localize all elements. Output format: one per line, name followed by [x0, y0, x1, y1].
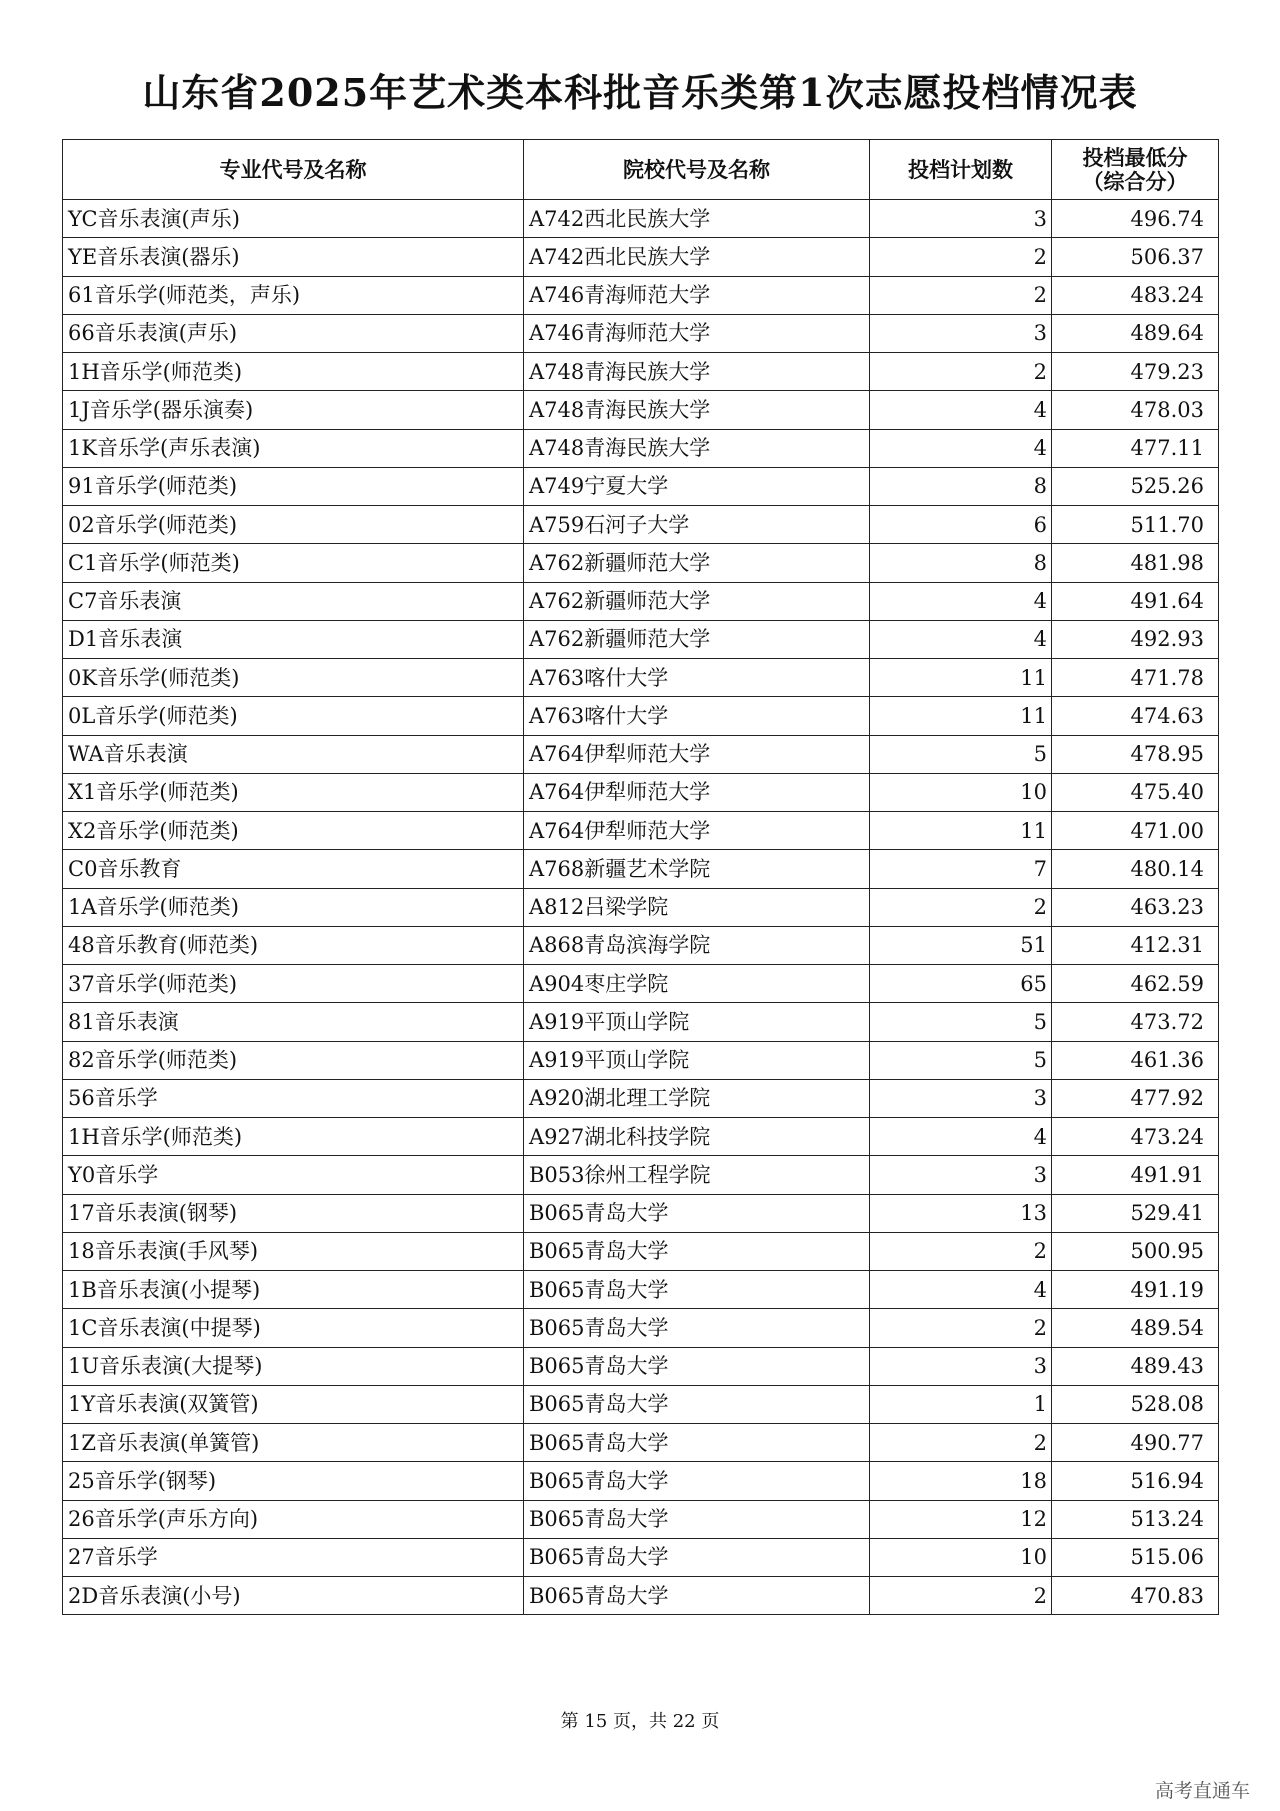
- cell-min-score: 489.64: [1052, 314, 1219, 352]
- cell-major: 61音乐学(师范类，声乐): [63, 276, 524, 314]
- cell-min-score: 481.98: [1052, 544, 1219, 582]
- table-row: [63, 773, 1219, 811]
- cell-major: 1Z音乐表演(单簧管): [63, 1424, 524, 1462]
- table-body: [63, 200, 1219, 1615]
- cell-plan: 2: [870, 1309, 1052, 1347]
- cell-plan: 2: [870, 1424, 1052, 1462]
- cell-plan: 11: [870, 697, 1052, 735]
- table-row: [63, 965, 1219, 1003]
- cell-school: A763喀什大学: [524, 697, 870, 735]
- cell-min-score: 491.91: [1052, 1156, 1219, 1194]
- header-row: [63, 140, 1219, 200]
- cell-min-score: 489.54: [1052, 1309, 1219, 1347]
- cell-min-score: 477.11: [1052, 429, 1219, 467]
- cell-major: 1Y音乐表演(双簧管): [63, 1385, 524, 1423]
- cell-school: A927湖北科技学院: [524, 1118, 870, 1156]
- cell-major: YC音乐表演(声乐): [63, 200, 524, 238]
- cell-min-score: 500.95: [1052, 1232, 1219, 1270]
- table-row: [63, 314, 1219, 352]
- cell-major: C7音乐表演: [63, 582, 524, 620]
- cell-plan: 4: [870, 1118, 1052, 1156]
- cell-school: B065青岛大学: [524, 1500, 870, 1538]
- cell-school: A764伊犁师范大学: [524, 773, 870, 811]
- table-row: [63, 620, 1219, 658]
- cell-major: 27音乐学: [63, 1538, 524, 1576]
- table-row: [63, 1577, 1219, 1615]
- cell-school: B065青岛大学: [524, 1577, 870, 1615]
- cell-min-score: 478.03: [1052, 391, 1219, 429]
- table-row: [63, 1309, 1219, 1347]
- cell-min-score: 491.64: [1052, 582, 1219, 620]
- cell-school: B065青岛大学: [524, 1347, 870, 1385]
- cell-major: 56音乐学: [63, 1079, 524, 1117]
- cell-plan: 3: [870, 1079, 1052, 1117]
- table-row: [63, 697, 1219, 735]
- table-row: [63, 238, 1219, 276]
- cell-school: A742西北民族大学: [524, 238, 870, 276]
- cell-major: D1音乐表演: [63, 620, 524, 658]
- table-row: [63, 582, 1219, 620]
- cell-school: A764伊犁师范大学: [524, 735, 870, 773]
- cell-school: A763喀什大学: [524, 659, 870, 697]
- page-title: 山东省2025年艺术类本科批音乐类第1次志愿投档情况表: [142, 70, 1138, 115]
- cell-major: WA音乐表演: [63, 735, 524, 773]
- table-row: [63, 467, 1219, 505]
- cell-plan: 2: [870, 276, 1052, 314]
- cell-major: 1H音乐学(师范类): [63, 1118, 524, 1156]
- cell-major: 18音乐表演(手风琴): [63, 1232, 524, 1270]
- cell-min-score: 412.31: [1052, 926, 1219, 964]
- cell-min-score: 480.14: [1052, 850, 1219, 888]
- cell-major: 1C音乐表演(中提琴): [63, 1309, 524, 1347]
- cell-school: B065青岛大学: [524, 1194, 870, 1232]
- header-major: 专业代号及名称: [63, 140, 524, 200]
- cell-min-score: 475.40: [1052, 773, 1219, 811]
- cell-min-score: 477.92: [1052, 1079, 1219, 1117]
- cell-plan: 5: [870, 1041, 1052, 1079]
- cell-plan: 18: [870, 1462, 1052, 1500]
- table-row: [63, 353, 1219, 391]
- cell-school: B065青岛大学: [524, 1538, 870, 1576]
- cell-plan: 7: [870, 850, 1052, 888]
- cell-major: C0音乐教育: [63, 850, 524, 888]
- cell-plan: 8: [870, 544, 1052, 582]
- table-row: [63, 850, 1219, 888]
- cell-min-score: 478.95: [1052, 735, 1219, 773]
- cell-school: A748青海民族大学: [524, 353, 870, 391]
- table-row: [63, 1347, 1219, 1385]
- cell-plan: 3: [870, 1156, 1052, 1194]
- header-min-score-line2: （综合分）: [1082, 168, 1188, 194]
- table-header: [63, 140, 1219, 200]
- cell-min-score: 516.94: [1052, 1462, 1219, 1500]
- cell-school: B065青岛大学: [524, 1309, 870, 1347]
- cell-plan: 4: [870, 391, 1052, 429]
- cell-min-score: 474.63: [1052, 697, 1219, 735]
- table-row: [63, 1003, 1219, 1041]
- table-row: [63, 888, 1219, 926]
- cell-major: X2音乐学(师范类): [63, 812, 524, 850]
- cell-major: 81音乐表演: [63, 1003, 524, 1041]
- cell-major: 1A音乐学(师范类): [63, 888, 524, 926]
- cell-major: 2D音乐表演(小号): [63, 1577, 524, 1615]
- cell-school: A764伊犁师范大学: [524, 812, 870, 850]
- cell-school: A919平顶山学院: [524, 1041, 870, 1079]
- cell-major: 02音乐学(师范类): [63, 506, 524, 544]
- cell-min-score: 525.26: [1052, 467, 1219, 505]
- cell-school: B065青岛大学: [524, 1462, 870, 1500]
- cell-plan: 2: [870, 1232, 1052, 1270]
- cell-plan: 3: [870, 1347, 1052, 1385]
- cell-major: 1K音乐学(声乐表演): [63, 429, 524, 467]
- cell-school: B053徐州工程学院: [524, 1156, 870, 1194]
- cell-school: A759石河子大学: [524, 506, 870, 544]
- cell-plan: 4: [870, 620, 1052, 658]
- cell-school: A742西北民族大学: [524, 200, 870, 238]
- cell-school: A746青海师范大学: [524, 314, 870, 352]
- cell-min-score: 496.74: [1052, 200, 1219, 238]
- cell-school: A762新疆师范大学: [524, 620, 870, 658]
- cell-min-score: 473.24: [1052, 1118, 1219, 1156]
- cell-school: A749宁夏大学: [524, 467, 870, 505]
- table-row: [63, 1538, 1219, 1576]
- cell-min-score: 491.19: [1052, 1271, 1219, 1309]
- table-row: [63, 1424, 1219, 1462]
- cell-min-score: 479.23: [1052, 353, 1219, 391]
- table-row: [63, 1232, 1219, 1270]
- cell-plan: 2: [870, 353, 1052, 391]
- cell-school: A748青海民族大学: [524, 391, 870, 429]
- cell-plan: 1: [870, 1385, 1052, 1423]
- header-min-score: [1052, 140, 1219, 200]
- cell-plan: 10: [870, 1538, 1052, 1576]
- cell-major: 66音乐表演(声乐): [63, 314, 524, 352]
- cell-min-score: 490.77: [1052, 1424, 1219, 1462]
- table-row: [63, 1462, 1219, 1500]
- table-row: [63, 200, 1219, 238]
- cell-school: A920湖北理工学院: [524, 1079, 870, 1117]
- cell-major: C1音乐学(师范类): [63, 544, 524, 582]
- cell-min-score: 462.59: [1052, 965, 1219, 1003]
- cell-plan: 3: [870, 200, 1052, 238]
- cell-plan: 13: [870, 1194, 1052, 1232]
- cell-min-score: 473.72: [1052, 1003, 1219, 1041]
- cell-major: 1B音乐表演(小提琴): [63, 1271, 524, 1309]
- cell-plan: 4: [870, 582, 1052, 620]
- cell-min-score: 471.00: [1052, 812, 1219, 850]
- table-row: [63, 659, 1219, 697]
- cell-min-score: 515.06: [1052, 1538, 1219, 1576]
- table-row: [63, 1385, 1219, 1423]
- cell-major: 17音乐表演(钢琴): [63, 1194, 524, 1232]
- cell-major: 82音乐学(师范类): [63, 1041, 524, 1079]
- cell-major: 0L音乐学(师范类): [63, 697, 524, 735]
- cell-major: Y0音乐学: [63, 1156, 524, 1194]
- table-row: [63, 1271, 1219, 1309]
- cell-school: B065青岛大学: [524, 1385, 870, 1423]
- cell-plan: 2: [870, 1577, 1052, 1615]
- cell-major: 1U音乐表演(大提琴): [63, 1347, 524, 1385]
- cell-major: 25音乐学(钢琴): [63, 1462, 524, 1500]
- cell-plan: 65: [870, 965, 1052, 1003]
- cell-min-score: 528.08: [1052, 1385, 1219, 1423]
- header-school: 院校代号及名称: [524, 140, 870, 200]
- table-row: [63, 1079, 1219, 1117]
- cell-plan: 5: [870, 1003, 1052, 1041]
- cell-major: X1音乐学(师范类): [63, 773, 524, 811]
- cell-plan: 12: [870, 1500, 1052, 1538]
- cell-min-score: 492.93: [1052, 620, 1219, 658]
- table-row: [63, 735, 1219, 773]
- cell-min-score: 511.70: [1052, 506, 1219, 544]
- cell-major: 1H音乐学(师范类): [63, 353, 524, 391]
- cell-min-score: 506.37: [1052, 238, 1219, 276]
- cell-school: A762新疆师范大学: [524, 582, 870, 620]
- cell-plan: 2: [870, 888, 1052, 926]
- cell-school: B065青岛大学: [524, 1232, 870, 1270]
- cell-plan: 3: [870, 314, 1052, 352]
- header-min-score-line1: 投档最低分: [1082, 144, 1188, 170]
- cell-min-score: 489.43: [1052, 1347, 1219, 1385]
- cell-min-score: 471.78: [1052, 659, 1219, 697]
- cell-school: A868青岛滨海学院: [524, 926, 870, 964]
- header-plan: 投档计划数: [870, 140, 1052, 200]
- cell-min-score: 529.41: [1052, 1194, 1219, 1232]
- cell-plan: 4: [870, 1271, 1052, 1309]
- cell-min-score: 513.24: [1052, 1500, 1219, 1538]
- cell-school: A904枣庄学院: [524, 965, 870, 1003]
- table-row: [63, 506, 1219, 544]
- cell-school: B065青岛大学: [524, 1424, 870, 1462]
- table-row: [63, 276, 1219, 314]
- table-row: [63, 391, 1219, 429]
- table-row: [63, 1194, 1219, 1232]
- cell-school: A919平顶山学院: [524, 1003, 870, 1041]
- cell-school: B065青岛大学: [524, 1271, 870, 1309]
- table-row: [63, 812, 1219, 850]
- cell-major: 1J音乐学(器乐演奏): [63, 391, 524, 429]
- cell-major: 37音乐学(师范类): [63, 965, 524, 1003]
- cell-min-score: 483.24: [1052, 276, 1219, 314]
- table-row: [63, 1041, 1219, 1079]
- table-row: [63, 1500, 1219, 1538]
- cell-plan: 8: [870, 467, 1052, 505]
- cell-plan: 10: [870, 773, 1052, 811]
- cell-major: 0K音乐学(师范类): [63, 659, 524, 697]
- cell-major: YE音乐表演(器乐): [63, 238, 524, 276]
- cell-min-score: 463.23: [1052, 888, 1219, 926]
- table-row: [63, 1118, 1219, 1156]
- cell-plan: 4: [870, 429, 1052, 467]
- admission-table: [62, 139, 1219, 1615]
- table-row: [63, 544, 1219, 582]
- cell-school: A768新疆艺术学院: [524, 850, 870, 888]
- cell-min-score: 461.36: [1052, 1041, 1219, 1079]
- page-number: 第 15 页，共 22 页: [560, 1711, 720, 1732]
- table-row: [63, 429, 1219, 467]
- table-row: [63, 926, 1219, 964]
- cell-major: 91音乐学(师范类): [63, 467, 524, 505]
- cell-plan: 2: [870, 238, 1052, 276]
- cell-plan: 11: [870, 812, 1052, 850]
- watermark-logo-text: 高考直通车: [1154, 1780, 1250, 1802]
- table-row: [63, 1156, 1219, 1194]
- cell-school: A812吕梁学院: [524, 888, 870, 926]
- cell-major: 48音乐教育(师范类): [63, 926, 524, 964]
- cell-plan: 11: [870, 659, 1052, 697]
- cell-plan: 51: [870, 926, 1052, 964]
- cell-plan: 6: [870, 506, 1052, 544]
- cell-plan: 5: [870, 735, 1052, 773]
- cell-major: 26音乐学(声乐方向): [63, 1500, 524, 1538]
- cell-min-score: 470.83: [1052, 1577, 1219, 1615]
- cell-school: A762新疆师范大学: [524, 544, 870, 582]
- cell-school: A748青海民族大学: [524, 429, 870, 467]
- cell-school: A746青海师范大学: [524, 276, 870, 314]
